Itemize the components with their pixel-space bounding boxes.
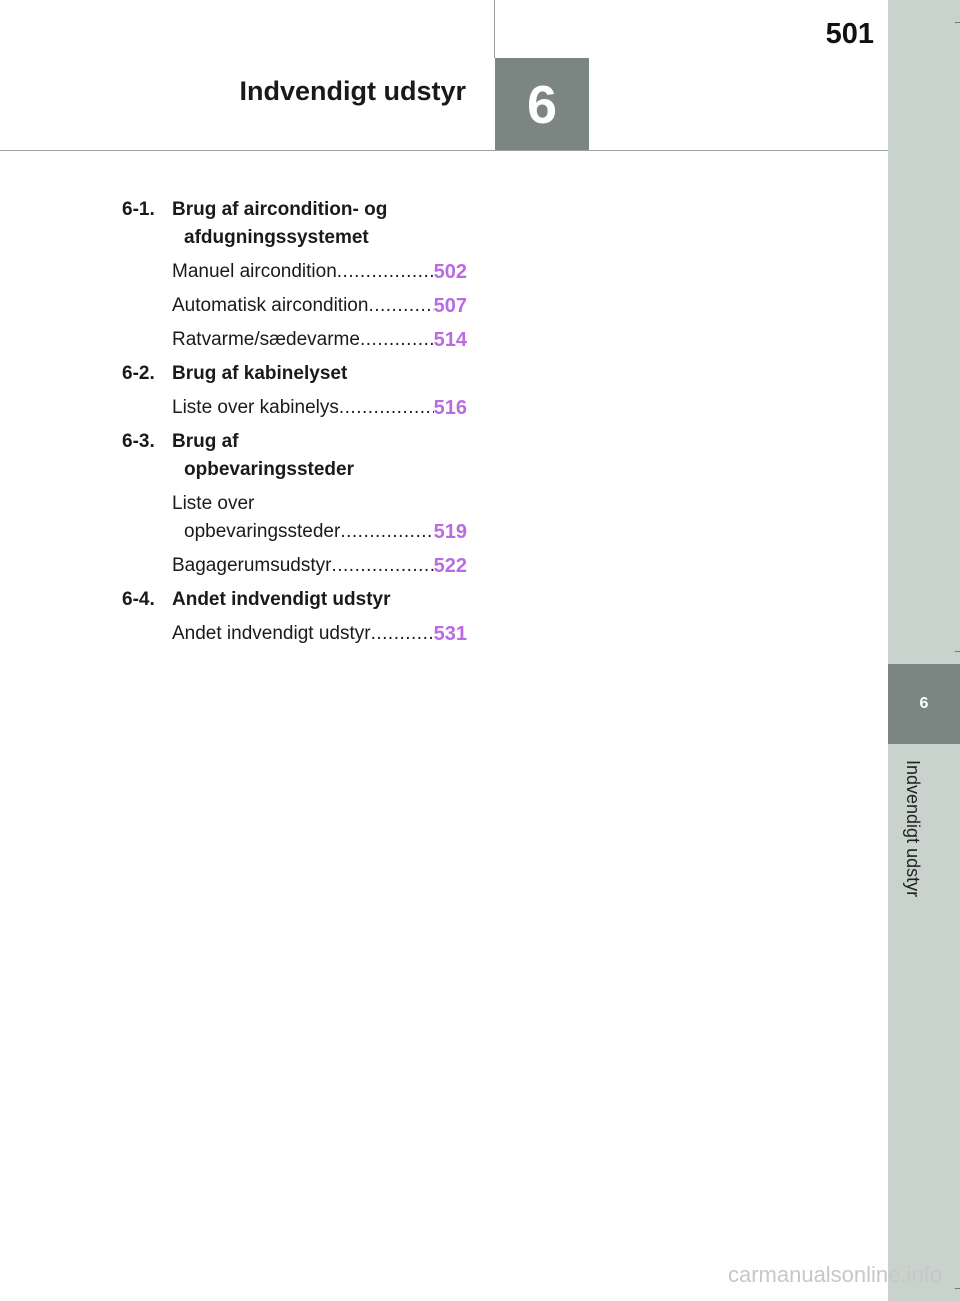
entry-title-line: Bagagerumsudstyr — [172, 555, 332, 576]
section-title-line: Brug af kabinelyset — [172, 363, 348, 384]
entry-title-line: Manuel aircondition — [172, 261, 337, 282]
section-title — [172, 196, 467, 252]
toc-entry[interactable] — [172, 258, 467, 286]
page-link[interactable]: 522 — [433, 555, 467, 577]
dot-leader — [371, 620, 434, 648]
section-title-line: opbevaringssteder — [184, 459, 354, 480]
header-rule — [0, 150, 888, 151]
section-title-line: afdugningssystemet — [184, 227, 369, 248]
section-title-line: Andet indvendigt udstyr — [172, 589, 391, 610]
side-strip — [888, 0, 960, 1301]
side-tab-chapter[interactable]: 6 — [888, 664, 960, 744]
dot-leader — [340, 518, 433, 546]
entry-title — [172, 394, 339, 422]
chapter-number-box: 6 — [495, 58, 589, 151]
entry-title-line: Liste over — [172, 493, 255, 514]
table-of-contents — [122, 196, 467, 654]
toc-entry[interactable] — [172, 292, 467, 320]
section-title — [172, 360, 467, 388]
section-number: 6-4. — [122, 589, 155, 610]
section-title — [172, 428, 467, 484]
header-divider — [494, 0, 495, 58]
entry-title — [172, 620, 371, 648]
entry-title-line: Automatisk aircondition — [172, 295, 369, 316]
toc-entry[interactable] — [172, 552, 467, 580]
section-title-line: Brug af — [172, 431, 239, 452]
toc-entry[interactable] — [172, 394, 467, 422]
page-link[interactable]: 516 — [433, 397, 467, 419]
chapter-title: Indvendigt udstyr — [239, 76, 466, 106]
page-link[interactable]: 531 — [433, 623, 467, 645]
entry-title-line: Liste over kabinelys — [172, 397, 339, 418]
toc-section[interactable] — [122, 360, 467, 388]
toc-section[interactable] — [122, 586, 467, 614]
dot-leader — [368, 292, 433, 320]
crop-mark — [955, 22, 960, 23]
section-number: 6-2. — [122, 363, 155, 384]
toc-entry[interactable] — [172, 326, 467, 354]
toc-section[interactable] — [122, 196, 467, 252]
entry-title — [172, 258, 337, 286]
page-number: 501 — [825, 18, 874, 50]
section-number: 6-1. — [122, 199, 155, 220]
toc-section[interactable] — [122, 428, 467, 484]
side-tab-label: Indvendigt udstyr — [903, 760, 923, 898]
crop-mark — [955, 1288, 960, 1289]
dot-leader — [337, 258, 434, 286]
section-title — [172, 586, 467, 614]
entry-title-line: Andet indvendigt udstyr — [172, 623, 371, 644]
page-link[interactable]: 519 — [433, 521, 467, 543]
entry-title — [172, 490, 340, 546]
dot-leader — [360, 326, 434, 354]
entry-title — [172, 292, 368, 320]
entry-title — [172, 326, 360, 354]
toc-entry[interactable] — [172, 620, 467, 648]
entry-title-line: opbevaringssteder — [184, 521, 341, 542]
entry-title — [172, 552, 331, 580]
dot-leader — [331, 552, 433, 580]
section-title-line: Brug af aircondition- og — [172, 199, 388, 220]
entry-title-line: Ratvarme/sædevarme — [172, 329, 360, 350]
toc-entry[interactable] — [172, 490, 467, 546]
dot-leader — [339, 394, 434, 422]
watermark: carmanualsonline.info — [727, 1262, 942, 1287]
section-number: 6-3. — [122, 431, 155, 452]
page-link[interactable]: 502 — [433, 261, 467, 283]
page-link[interactable]: 514 — [433, 329, 467, 351]
crop-mark — [955, 651, 960, 652]
page-link[interactable]: 507 — [433, 295, 467, 317]
